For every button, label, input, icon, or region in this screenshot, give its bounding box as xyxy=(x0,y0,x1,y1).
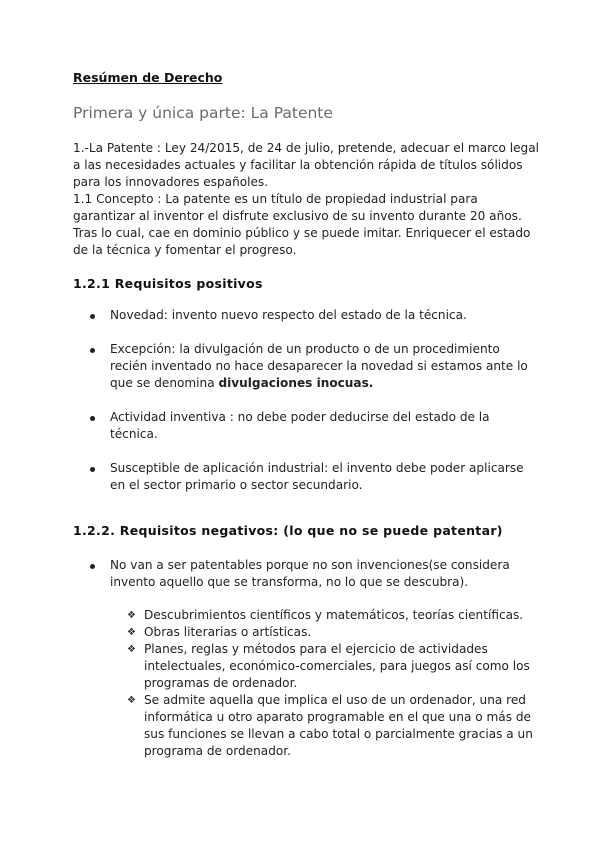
document-subtitle: Primera y única parte: La Patente xyxy=(73,104,333,122)
bullet-dot-icon xyxy=(90,564,95,569)
bullet-dot-icon xyxy=(90,314,95,319)
list-item-text: Susceptible de aplicación industrial: el invento debe poder aplicarse en el sector primario o sector secundario. xyxy=(110,461,524,492)
list-item-emphasis: divulgaciones inocuas. xyxy=(218,376,374,390)
heading-negative-requirements: 1.2.2. Requisitos negativos: (lo que no se puede patentar) xyxy=(73,523,503,538)
document-title: Resúmen de Derecho xyxy=(73,70,223,85)
bullet-dot-icon xyxy=(90,467,95,472)
list-item xyxy=(90,460,530,494)
list-item-text: Se admite aquella que implica el uso de un ordenador, una red informática u otro aparato programable en el que una o más de sus funciones se llevan a cabo total o parcialmente gracias a un programa de ordenador. xyxy=(144,693,533,758)
list-item xyxy=(127,641,537,692)
list-item xyxy=(90,409,530,443)
list-item xyxy=(90,341,530,392)
list-item-text: Novedad: invento nuevo respecto del estado de la técnica. xyxy=(110,308,467,322)
list-item-text: Excepción: la divulgación de un producto o de un procedimiento recién inventado no hace desaparecer la novedad si estamos ante lo que se denomina xyxy=(110,342,528,390)
list-item-text: No van a ser patentables porque no son invenciones(se considera invento aquello que se transforma, no lo que se descubra). xyxy=(110,558,510,589)
list-item xyxy=(90,307,530,324)
list-item-text: Descubrimientos científicos y matemáticos, teorías científicas. xyxy=(144,608,524,622)
list-item xyxy=(127,692,537,760)
negative-requirements-list xyxy=(90,557,530,591)
list-item-text: Planes, reglas y métodos para el ejercicio de actividades intelectuales, económico-comerciales, para juegos así como los programas de ordenador. xyxy=(144,642,530,690)
diamond-bullet-icon: ❖ xyxy=(127,644,136,655)
intro-paragraph-concept: 1.1 Concepto : La patente es un título de propiedad industrial para garantizar al inventor el disfrute exclusivo de su invento durante 20 años. Tras lo cual, cae en dominio público y se puede imitar. Enriquecer el estado de la técnica y fomentar el progreso. xyxy=(73,192,531,257)
intro-block xyxy=(73,140,543,259)
diamond-bullet-icon: ❖ xyxy=(127,610,136,621)
list-item xyxy=(127,624,537,641)
intro-paragraph-law: 1.-La Patente : Ley 24/2015, de 24 de julio, pretende, adecuar el marco legal a las necesidades actuales y facilitar la obtención rápida de títulos sólidos para los innovadores españoles. xyxy=(73,141,539,189)
heading-positive-requirements: 1.2.1 Requisitos positivos xyxy=(73,276,263,291)
bullet-dot-icon xyxy=(90,416,95,421)
positive-requirements-list xyxy=(90,307,530,494)
bullet-dot-icon xyxy=(90,348,95,353)
diamond-bullet-icon: ❖ xyxy=(127,627,136,638)
non-patentable-list xyxy=(127,607,537,760)
list-item-text: Obras literarias o artísticas. xyxy=(144,625,312,639)
diamond-bullet-icon: ❖ xyxy=(127,695,136,706)
list-item-text: Actividad inventiva : no debe poder deducirse del estado de la técnica. xyxy=(110,410,490,441)
list-item xyxy=(90,557,530,591)
list-item xyxy=(127,607,537,624)
